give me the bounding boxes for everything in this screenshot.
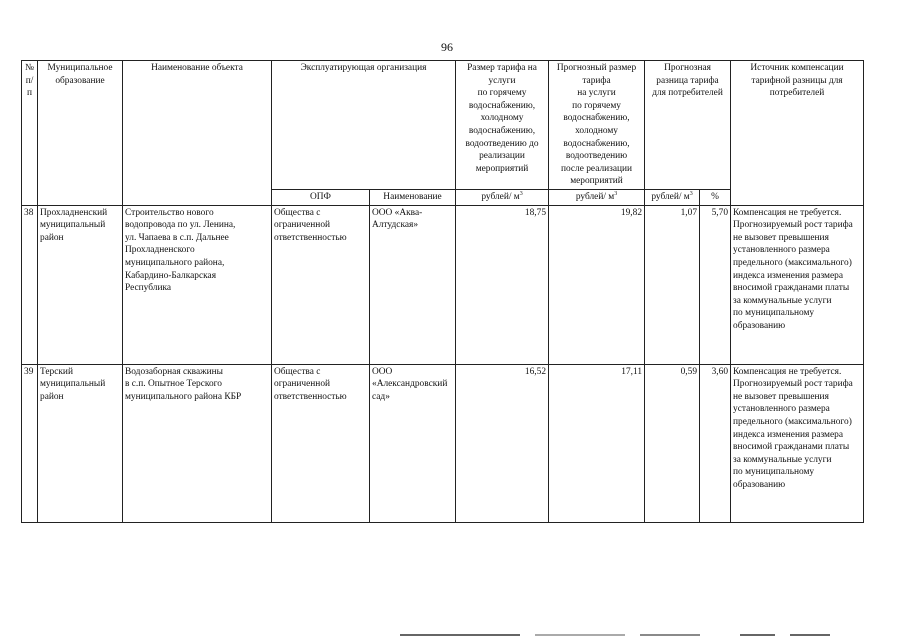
cell-object: Водозаборная скважины в с.п. Опытное Терского муниципального района КБР [123,364,272,522]
header-forecast-diff: Прогнозная разница тарифа для потребителей [645,61,731,190]
cell-opf: Общества с ограниченной ответственностью [272,364,370,522]
header-compensation: Источник компенсации тарифной разницы для потребителей [731,61,864,206]
header-operator: Эксплуатирующая организация [272,61,456,190]
cell-tariff-after: 19,82 [549,205,645,364]
header-tariff: Размер тарифа на услуги по горячему водоснабжению, холодному водоснабжению, водоотведению до реализации мероприятий [456,61,549,190]
cell-num: 38 [22,205,38,364]
header-forecast-tariff: Прогнозный размер тарифа на услуги по горячему водоснабжению, холодному водоснабжению, водоотведению после реализации мероприятий [549,61,645,190]
subheader-unit-diff: рублей/ $м^3$ [645,189,700,205]
subheader-opf: ОПФ [272,189,370,205]
cell-object: Строительство нового водопровода по ул. Ленина, ул. Чапаева в с.п. Дальнее Прохладненского муниципального района, Кабардино-Балкарская Республика [123,205,272,364]
subheader-unit-tariff: рублей/ $м^3$ [456,189,549,205]
header-object: Наименование объекта [123,61,272,206]
cell-org-name: ООО «Аква- Алтудская» [370,205,456,364]
cell-compensation: Компенсация не требуется. Прогнозируемый рост тарифа не вызовет превышения установленного размера предельного (максимального) индекса изменения размера вносимой гражданами платы за коммунальные услуги по муниципальному образованию [731,364,864,522]
cell-municipality: Прохладненский муниципальный район [38,205,123,364]
cell-diff-percent: 3,60 [700,364,731,522]
cell-diff-rub: 1,07 [645,205,700,364]
table-header-row [22,61,864,190]
table-row [22,364,864,522]
subheader-unit-forecast: рублей/ $м^3$ [549,189,645,205]
cell-tariff-after: 17,11 [549,364,645,522]
subheader-percent: % [700,189,731,205]
cell-tariff-before: 18,75 [456,205,549,364]
cell-diff-rub: 0,59 [645,364,700,522]
cell-org-name: ООО «Александровский сад» [370,364,456,522]
cell-diff-percent: 5,70 [700,205,731,364]
table-row [22,205,864,364]
header-num: № п/п [22,61,38,206]
header-municipality: Муниципальное образование [38,61,123,206]
cell-municipality: Терский муниципальный район [38,364,123,522]
cell-compensation: Компенсация не требуется. Прогнозируемый рост тарифа не вызовет превышения установленного размера предельного (максимального) индекса изменения размера вносимой гражданами платы за коммунальные услуги по муниципальному образованию [731,205,864,364]
tariff-table [21,60,864,523]
page-number: 96 [441,40,453,54]
subheader-name: Наименование [370,189,456,205]
cell-tariff-before: 16,52 [456,364,549,522]
cell-opf: Общества с ограниченной ответственностью [272,205,370,364]
cell-num: 39 [22,364,38,522]
